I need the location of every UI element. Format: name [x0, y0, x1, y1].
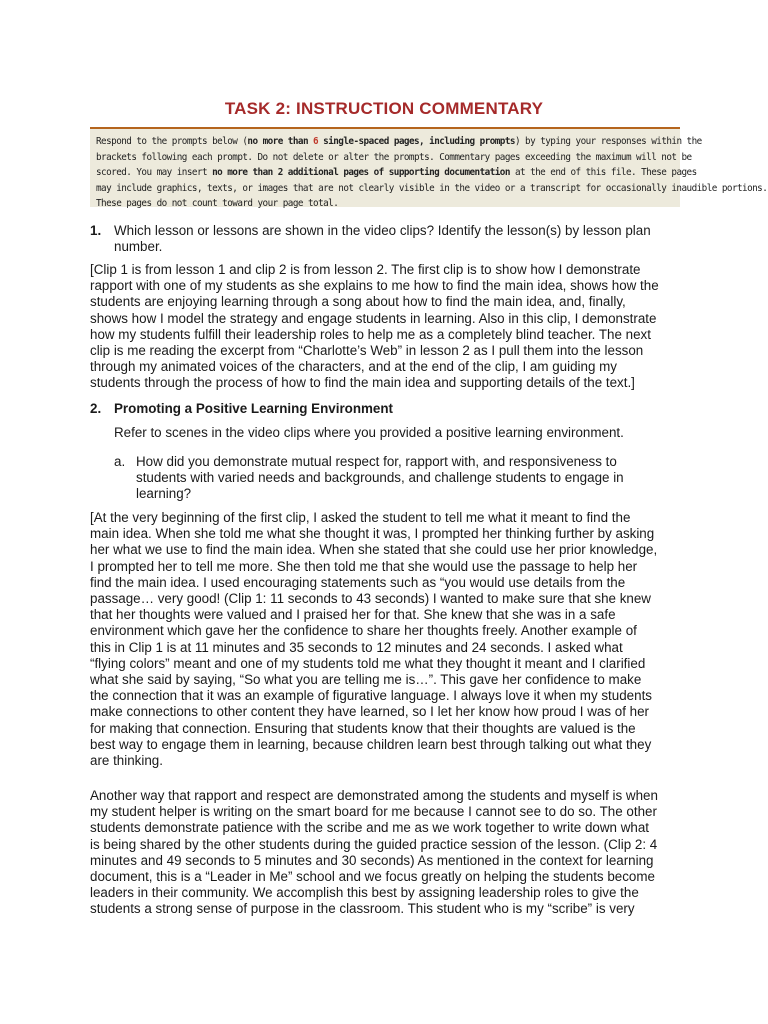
response-2a-continued: Another way that rapport and respect are demonstrated among the students and myself is when my student helper is writing on the smart board for me because I cannot see to do so. The other students demonstrate patience with the scribe and me as we work together to write down what is being shared by the other students during the guided practice session of the lesson. (Clip 2: 4 minutes and 49 seconds to 5 minutes and 30 seconds) As mentioned in the context for learning document, this is a “Leader in Me” school and we focus greatly on helping the students become leaders in their community. We accomplish this best by assigning leadership roles to give the students a strong sense of purpose in the classroom. This student who is my “scribe” is very [90, 788, 658, 917]
page-title: TASK 2: INSTRUCTION COMMENTARY [224, 99, 544, 118]
section-2-title: Promoting a Positive Learning Environment [114, 401, 394, 416]
instructions-line-5: These pages do not count toward your page total. [96, 198, 339, 210]
instructions-box [90, 127, 768, 210]
response-1: [Clip 1 is from lesson 1 and clip 2 is from lesson 2. The first clip is to show how I demonstrate rapport with one of my students as she explains to me how to find the main idea, shows how the students are enjoying learning through a song about how to find the main idea, and, finally, shows how I model the strategy and engage students in learning. Also in this clip, I demonstrate how my students fulfill their leadership roles to help me as a completely blind teacher. The next clip is me reading the excerpt from “Charlotte’s Web” in lesson 2 as I pull them into the lesson through my animated voices of the characters, and at the end of the clip, I am guiding my students through the process of how to find the main idea and supporting details of the text.] [90, 262, 659, 391]
section-2-intro: Refer to scenes in the video clips where you provided a positive learning environment. [114, 425, 624, 440]
response-2a: [At the very beginning of the first clip, I asked the student to tell me what it meant to find the main idea. When she told me what she thought it was, I prompted her thinking further by asking her what we use to find the main idea. When she stated that she could use her prior knowledge, I prompted her to tell me more. She then told me that she would use the passage to help her find the main idea. I used encouraging statements such as “you would use details from the passage… very good! (Clip 1: 11 seconds to 43 seconds) I wanted to make sure that she knew that her thoughts were valued and I praised her for that. She knew that she was in a safe environment which gave her the confidence to share her thoughts freely. Another example of this in Clip 1 is at 11 minutes and 35 seconds to 12 minutes and 24 seconds. I asked what “flying colors” meant and one of my students told me what they thought it meant and I clarified what she said by saying, “So what you are telling me is…”. This gave her confidence to make the connection that it was an example of figurative language. I always love it when my students make connections to other content they have learned, so I let her know how proud I was of her for making that connection. Ensuring that students know that their thoughts are valued is the best way to engage them in learning, because children learn best through talking out what they are thinking. [90, 510, 658, 769]
prompt-1-text: Which lesson or lessons are shown in the video clips? Identify the lesson(s) by lesson plan number. [114, 223, 651, 255]
instructions-line-3: scored. You may insert no more than 2 additional pages of supporting documentation at the end of this file. These pages [96, 167, 697, 179]
instructions-line-1: Respond to the prompts below (no more than 6 single-spaced pages, including prompts) by typing your responses within the [96, 136, 702, 147]
prompt-1-number: 1. [90, 223, 102, 238]
instructions-line-4: may include graphics, texts, or images that are not clearly visible in the video or a transcript for occasionally inaudible portions. [96, 182, 768, 194]
section-2-number: 2. [90, 401, 102, 416]
instructions-line-2: brackets following each prompt. Do not delete or alter the prompts. Commentary pages exceeding the maximum will not be [96, 151, 692, 163]
prompt-2a-letter: a. [114, 454, 126, 469]
page-limit-number: 6 [313, 136, 319, 147]
prompt-2a-text: How did you demonstrate mutual respect for, rapport with, and responsiveness to students with varied needs and backgrounds, and challenge students to engage in learning? [136, 454, 624, 502]
